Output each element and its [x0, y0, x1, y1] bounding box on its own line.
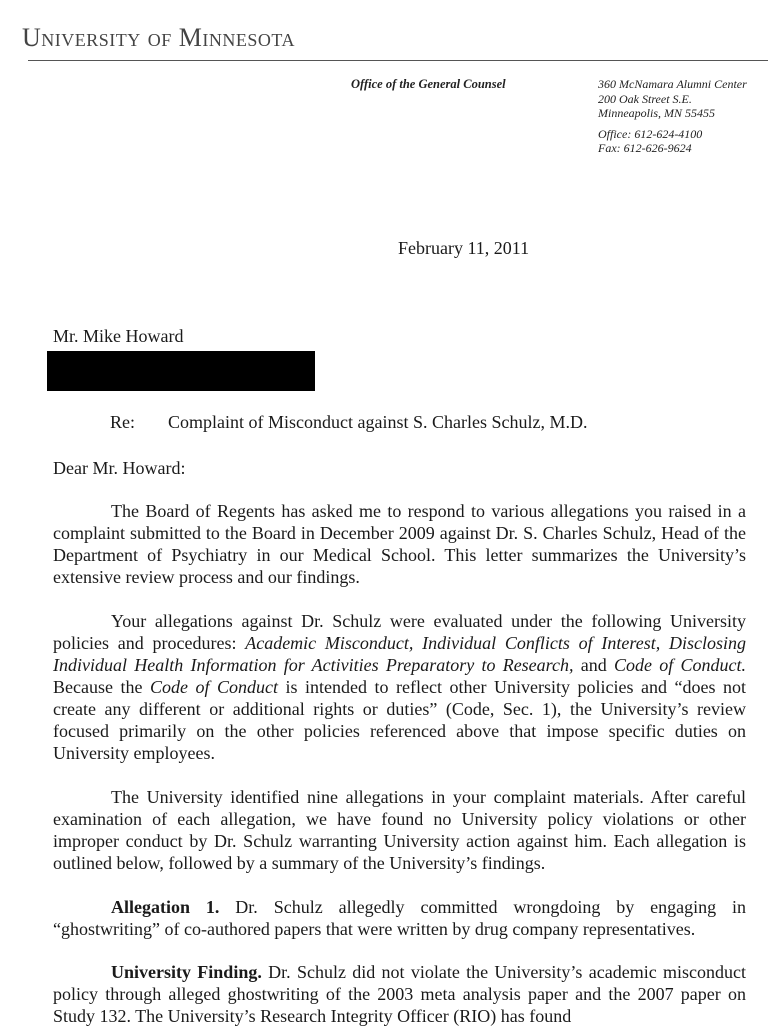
paragraph-3: The University identified nine allegations in your complaint materials. After careful examination of each allegation, we have found no University policy violations or other improper conduct by Dr. Schulz warranting University action against him. Each allegation is outlined below, followed by a summary of the University’s findings. [53, 787, 746, 873]
re-subject: Complaint of Misconduct against S. Charles Schulz, M.D. [168, 412, 588, 432]
allegation-1-heading: Allegation 1. [111, 897, 220, 917]
p2-text-a: Your allegations against Dr. Schulz were evaluated under the following University policies and procedures: [53, 611, 746, 653]
p2-code-of-conduct-italic-2: Code of Conduct [149, 677, 278, 697]
re-label: Re: [110, 412, 135, 432]
university-finding-heading: University Finding. [111, 962, 262, 982]
p2-policies-italic: Academic Misconduct, Individual Conflicts of Interest, Disclosing Individual Health Information for Activities Preparatory to Research, [53, 633, 746, 675]
office-address [598, 77, 747, 156]
re-line [110, 412, 587, 433]
office-phone: Office: 612-624-4100 [598, 126, 703, 141]
office-name: Office of the General Counsel [351, 77, 506, 91]
p2-text-b: and [573, 655, 614, 675]
fax-number: Fax: 612-626-9624 [598, 141, 692, 155]
address-line-1: 360 McNamara Alumni Center [598, 77, 747, 91]
addressee-name: Mr. Mike Howard [53, 326, 184, 346]
address-line-3: Minneapolis, MN 55455 [598, 106, 715, 120]
university-finding-paragraph [53, 961, 746, 1027]
redacted-address-block [47, 351, 315, 391]
p2-text-c: Because the [53, 677, 150, 697]
salutation: Dear Mr. Howard: [53, 458, 186, 478]
paragraph-1: The Board of Regents has asked me to respond to various allegations you raised in a complaint submitted to the Board in December 2009 against Dr. S. Charles Schulz, Head of the Department of Psychiatry in our Medical School. This letter summarizes the University’s extensive review process and our findings. [53, 501, 746, 587]
address-line-2: 200 Oak Street S.E. [598, 91, 692, 106]
paragraph-2 [53, 610, 746, 764]
letter-date: February 11, 2011 [398, 238, 530, 258]
university-letterhead: University of Minnesota [22, 23, 295, 52]
p2-code-of-conduct-italic: Code of Conduct. [614, 655, 746, 675]
allegation-1-text: Dr. Schulz allegedly committed wrongdoing by engaging in “ghostwriting” of co-authored papers that were written by drug company representatives. [53, 897, 747, 939]
letterhead-rule [28, 60, 768, 61]
p2-text-d: is intended to reflect other University policies and “does not create any different or additional rights or duties” (Code, Sec. 1), the University’s review focused primarily on the other policies referenced above that impose specific duties on University employees. [53, 677, 746, 763]
university-finding-text: Dr. Schulz did not violate the University’s academic misconduct policy through alleged ghostwriting of the 2003 meta analysis paper and the 2007 paper on Study 132. The University’s Research Integrity Officer (RIO) has found [53, 962, 746, 1026]
allegation-1-paragraph [53, 896, 746, 940]
